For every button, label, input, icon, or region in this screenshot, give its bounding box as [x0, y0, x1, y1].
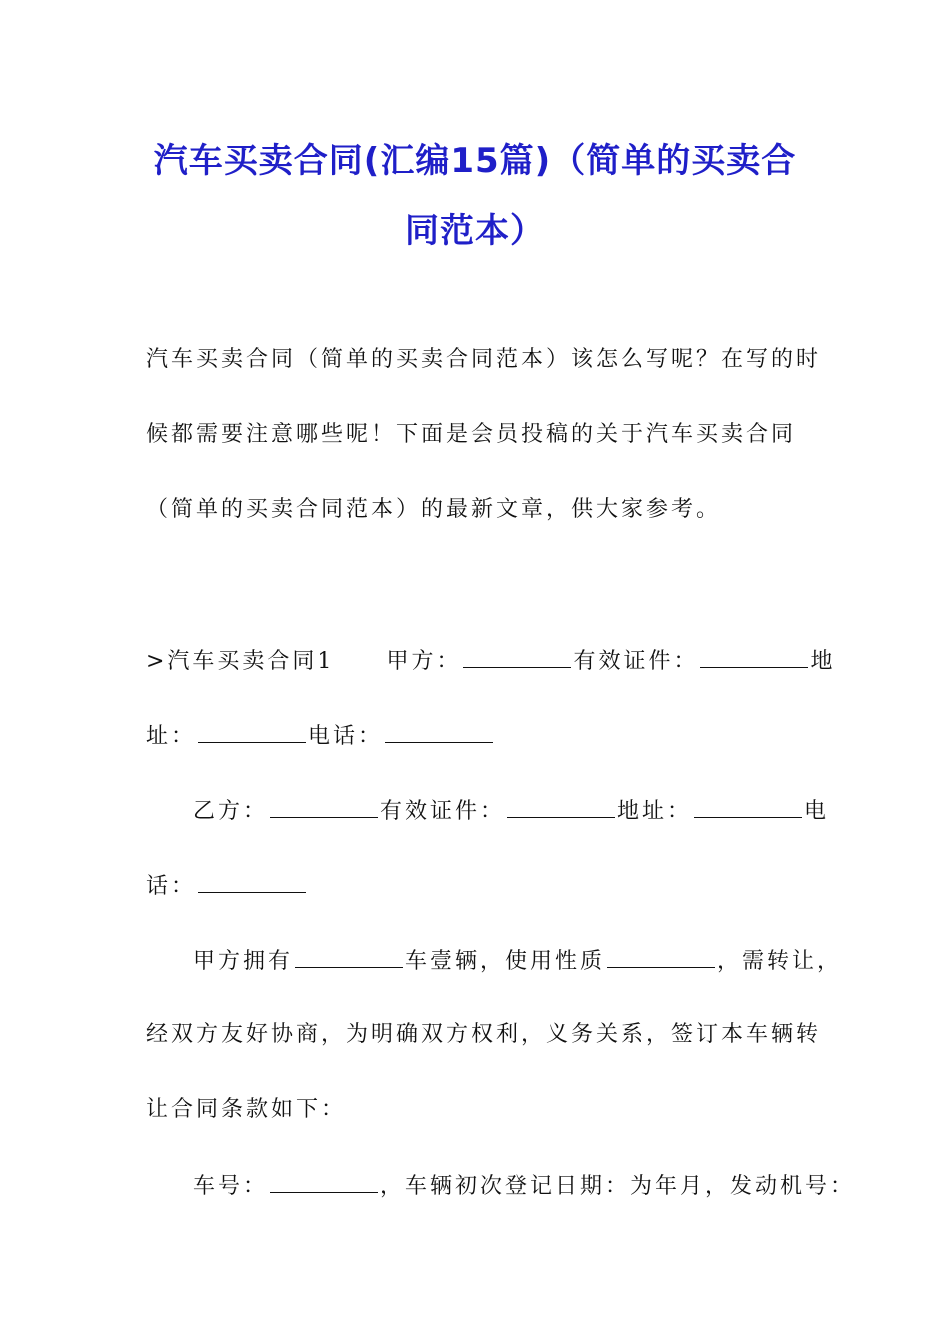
- document-title-line-1: 汽车买卖合同(汇编15篇)（简单的买卖合: [153, 141, 797, 181]
- vehicle-paragraph-line-3: 让合同条款如下：: [146, 1097, 347, 1122]
- vehicle-transfer-text: ，需转让，: [717, 949, 843, 974]
- party-a-address-label-part-1: 地: [810, 649, 836, 674]
- vehicle-usage-text: 车壹辆，使用性质: [405, 949, 606, 974]
- party-b-name-blank: [270, 795, 378, 818]
- party-a-label: 甲方：: [386, 649, 462, 674]
- intro-line-2: 候都需要注意哪些呢！下面是会员投稿的关于汽车买卖合同: [146, 422, 797, 447]
- party-b-line-2: [146, 870, 308, 902]
- party-a-address-label-part-2: 址：: [146, 724, 197, 749]
- car-number-label: 车号：: [193, 1174, 269, 1199]
- car-registration-text: ，车辆初次登记日期：为年月，发动机号：: [380, 1174, 856, 1199]
- party-b-phone-label-part-1: 电: [804, 799, 830, 824]
- car-number-blank: [270, 1170, 378, 1193]
- party-b-address-label: 地址：: [617, 799, 693, 824]
- party-b-id-blank: [507, 795, 615, 818]
- party-b-id-label: 有效证件：: [380, 799, 506, 824]
- vehicle-type-blank: [295, 945, 403, 968]
- car-number-line: [193, 1170, 855, 1202]
- party-b-phone-blank: [198, 870, 306, 893]
- party-a-id-label: 有效证件：: [573, 649, 699, 674]
- party-a-phone-label: 电话：: [308, 724, 384, 749]
- document-title-line-2: 同范本）: [405, 211, 545, 251]
- vehicle-owner-text: 甲方拥有: [193, 949, 294, 974]
- party-b-line-1: [193, 795, 829, 827]
- vehicle-usage-blank: [607, 945, 715, 968]
- party-b-phone-label-part-2: 话：: [146, 874, 197, 899]
- party-a-address-blank: [198, 720, 306, 743]
- contract-heading: >汽车买卖合同1: [146, 649, 335, 674]
- party-b-address-blank: [694, 795, 802, 818]
- party-a-id-blank: [700, 645, 808, 668]
- intro-line-1: 汽车买卖合同（简单的买卖合同范本）该怎么写呢？在写的时: [146, 347, 822, 372]
- party-a-line-1: [146, 645, 835, 677]
- party-a-phone-blank: [385, 720, 493, 743]
- intro-line-3: （简单的买卖合同范本）的最新文章，供大家参考。: [146, 497, 722, 522]
- vehicle-paragraph-line-1: [193, 945, 842, 977]
- party-a-line-2: [146, 720, 495, 752]
- party-a-name-blank: [463, 645, 571, 668]
- party-b-label: 乙方：: [193, 799, 269, 824]
- vehicle-paragraph-line-2: 经双方友好协商，为明确双方权利，义务关系，签订本车辆转: [146, 1022, 822, 1047]
